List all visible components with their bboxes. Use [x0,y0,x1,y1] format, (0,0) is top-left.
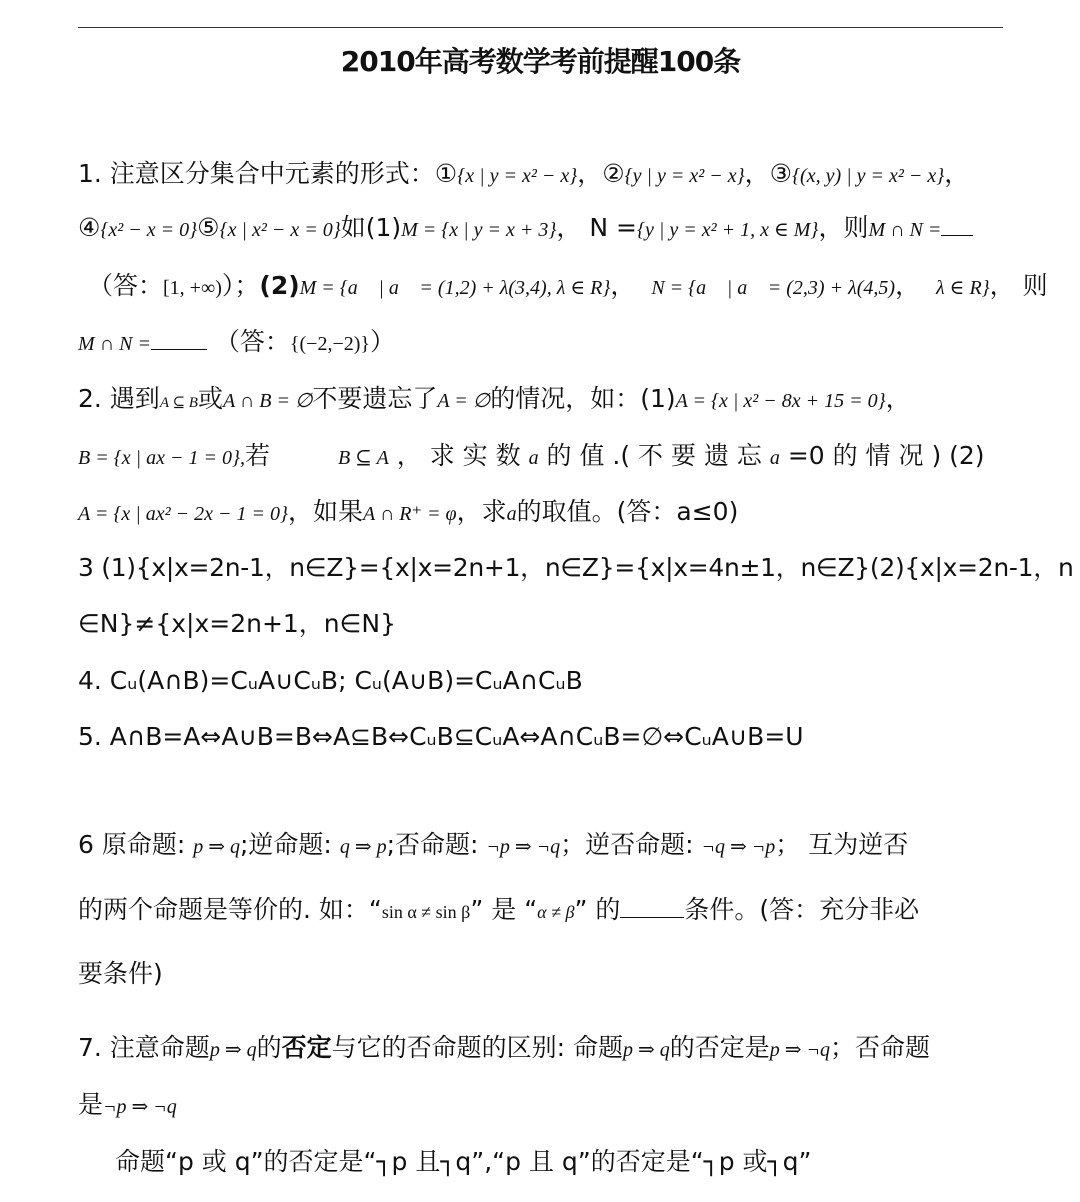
text-span: ，则 [818,213,869,242]
item-2-line-2 [78,440,1008,474]
answer-blank [941,213,973,236]
item-3-line-2: ∈N}≠{x|x=2n+1，n∈N} [78,609,397,638]
text-span: =0 的 情 况 ) (2) [787,441,985,470]
item-7-line-2 [78,1089,1008,1123]
text-span: M ∩ N = [868,219,942,241]
item-7-line-3: 命题“p 或 q”的否定是“┐p 且┐q”,“p 且 q”的否定是“┐p 或┐q” [115,1147,812,1176]
text-span: 的 值 .( 不 要 遗 忘 [546,441,762,470]
text-span: ， [885,384,911,413]
bold-text: (2) [259,271,300,300]
text-span: {(x, y) | y = x² − x} [792,165,945,187]
text-span: [1, +∞) [163,277,222,299]
text-span: 2. 遇到 [78,384,160,413]
text-span: {y | y = x² + 1, x ∈ M} [636,219,819,241]
text-span: {x | y = x² − x} [457,165,578,187]
item-1-line-1 [78,158,1008,192]
text-span: ” 的 [574,895,621,924]
text-span: a [506,503,517,525]
text-span: ，③ [744,159,793,188]
text-span: ¬p ⇒ ¬q [103,1096,177,1118]
item-1-line-3 [78,270,1048,304]
item-2-line-3 [78,496,1008,530]
text-span: ，② [577,159,625,188]
text-span: {x | x² − x = 0} [219,219,341,241]
text-span: ， [944,159,970,188]
bold-text: 否定 [281,1033,332,1062]
text-span: ， 求 实 数 [396,441,521,470]
top-rule [78,27,1003,28]
item-6-line-3: 要条件) [78,959,163,988]
item-1-line-2 [78,212,1008,246]
text-span: M = {x | y = x + 3} [401,219,557,241]
text-span: 的取值。(答：a≤0) [516,497,739,526]
text-span: （答： [214,327,290,356]
text-span: N = {a⃗ | a⃗ = (2,3) + λ(4,5) [651,277,896,299]
text-span: 的否定是 [669,1033,770,1062]
text-span: ） [370,327,396,356]
text-span: p ⇒ q [209,1039,257,1061]
text-span: ，求 [456,497,507,526]
item-3-line-1: 3 (1){x|x=2n-1，n∈Z}={x|x=2n+1，n∈Z}={x|x=4n±1，n∈Z}(2){x|x=2n-1，n [78,553,1074,582]
text-span: 或 [197,384,223,413]
text-span: 1. 注意区分集合中元素的形式：① [78,159,458,188]
item-4: 4. Cᵤ(A∩B)=CᵤA∪CᵤB; Cᵤ(A∪B)=CᵤA∩CᵤB [78,666,583,695]
item-5: 5. A∩B=A⇔A∪B=B⇔A⊆B⇔CᵤB⊆CᵤA⇔A∩CᵤB=∅⇔CᵤA∪B=U [78,722,804,751]
text-span: ，如果 [287,497,363,526]
page-title: 2010年高考数学考前提醒100条 [340,45,741,78]
text-span: 的情况，如：(1) [490,384,676,413]
text-span: 条件。(答：充分非必 [684,895,920,924]
text-span: ， [895,271,921,300]
item-6-line-2 [78,894,1008,928]
text-span: p ⇒ ¬q [769,1039,831,1061]
text-span: B = {x | ax − 1 = 0}, [78,447,245,469]
text-span: 是 [78,1090,104,1119]
answer-blank [151,327,207,350]
text-span: {(−2,−2)} [289,333,370,355]
item-2-line-1 [78,383,1008,419]
text-span: 的 [256,1033,282,1062]
text-span: α ≠ β [537,902,575,922]
text-span: q ⇒ p [339,836,387,858]
text-span: p ⇒ q [622,1039,670,1061]
item-1-line-4 [78,326,1008,360]
text-span: ；否命题 [830,1033,931,1062]
text-span: ， N = [556,213,637,242]
text-span: ” 是 “ [470,895,538,924]
text-span: （答： [88,271,164,300]
answer-blank [620,895,684,918]
text-span: 6 原命题: [78,830,186,859]
text-span: ； 互为逆否 [775,830,909,859]
text-span: λ ∈ R} [935,277,990,299]
text-span: 与它的否命题的区别: 命题 [331,1033,623,1062]
text-span: A ∩ B = ∅ [222,390,313,412]
text-span: ， 则 [989,271,1048,300]
text-span: 不要遗忘了 [312,384,438,413]
text-span: {y | y = x² − x} [624,165,745,187]
text-span: ;否命题: [386,830,479,859]
text-span: ¬p ⇒ ¬q [486,836,561,858]
text-span: 若 [244,441,270,470]
text-span: ；逆否命题: [560,830,694,859]
text-span: ， [610,271,636,300]
text-span: ⑤ [197,213,220,242]
text-span: a [528,447,539,469]
text-span: M = {a⃗ | a⃗ = (1,2) + λ(3,4), λ ∈ R} [299,277,611,299]
text-span: 7. 注意命题 [78,1033,210,1062]
text-span: M ∩ N = [78,333,151,355]
text-span: 的两个命题是等价的. 如：“ [78,895,382,924]
item-7-line-1 [78,1032,1008,1066]
text-span: 如(1) [340,213,402,242]
text-span: A = {x | x² − 8x + 15 = 0} [675,390,886,412]
text-span: sin α ≠ sin β [381,902,471,922]
text-span: ¬q ⇒ ¬p [701,836,776,858]
text-span: p ⇒ q [193,836,240,858]
text-span: ）； [221,271,260,300]
text-span: a [769,447,780,469]
text-span: A ⊆ B [159,395,198,411]
text-span: A = ∅ [437,390,491,412]
text-span: B ⊆ A [337,447,389,469]
text-span: A = {x | ax² − 2x − 1 = 0} [78,503,288,525]
text-span: ④ [78,213,101,242]
item-6-line-1 [78,829,1008,863]
text-span: ;逆命题: [240,830,332,859]
text-span: A ∩ R⁺ = φ [362,503,457,525]
text-span: {x² − x = 0} [100,219,198,241]
